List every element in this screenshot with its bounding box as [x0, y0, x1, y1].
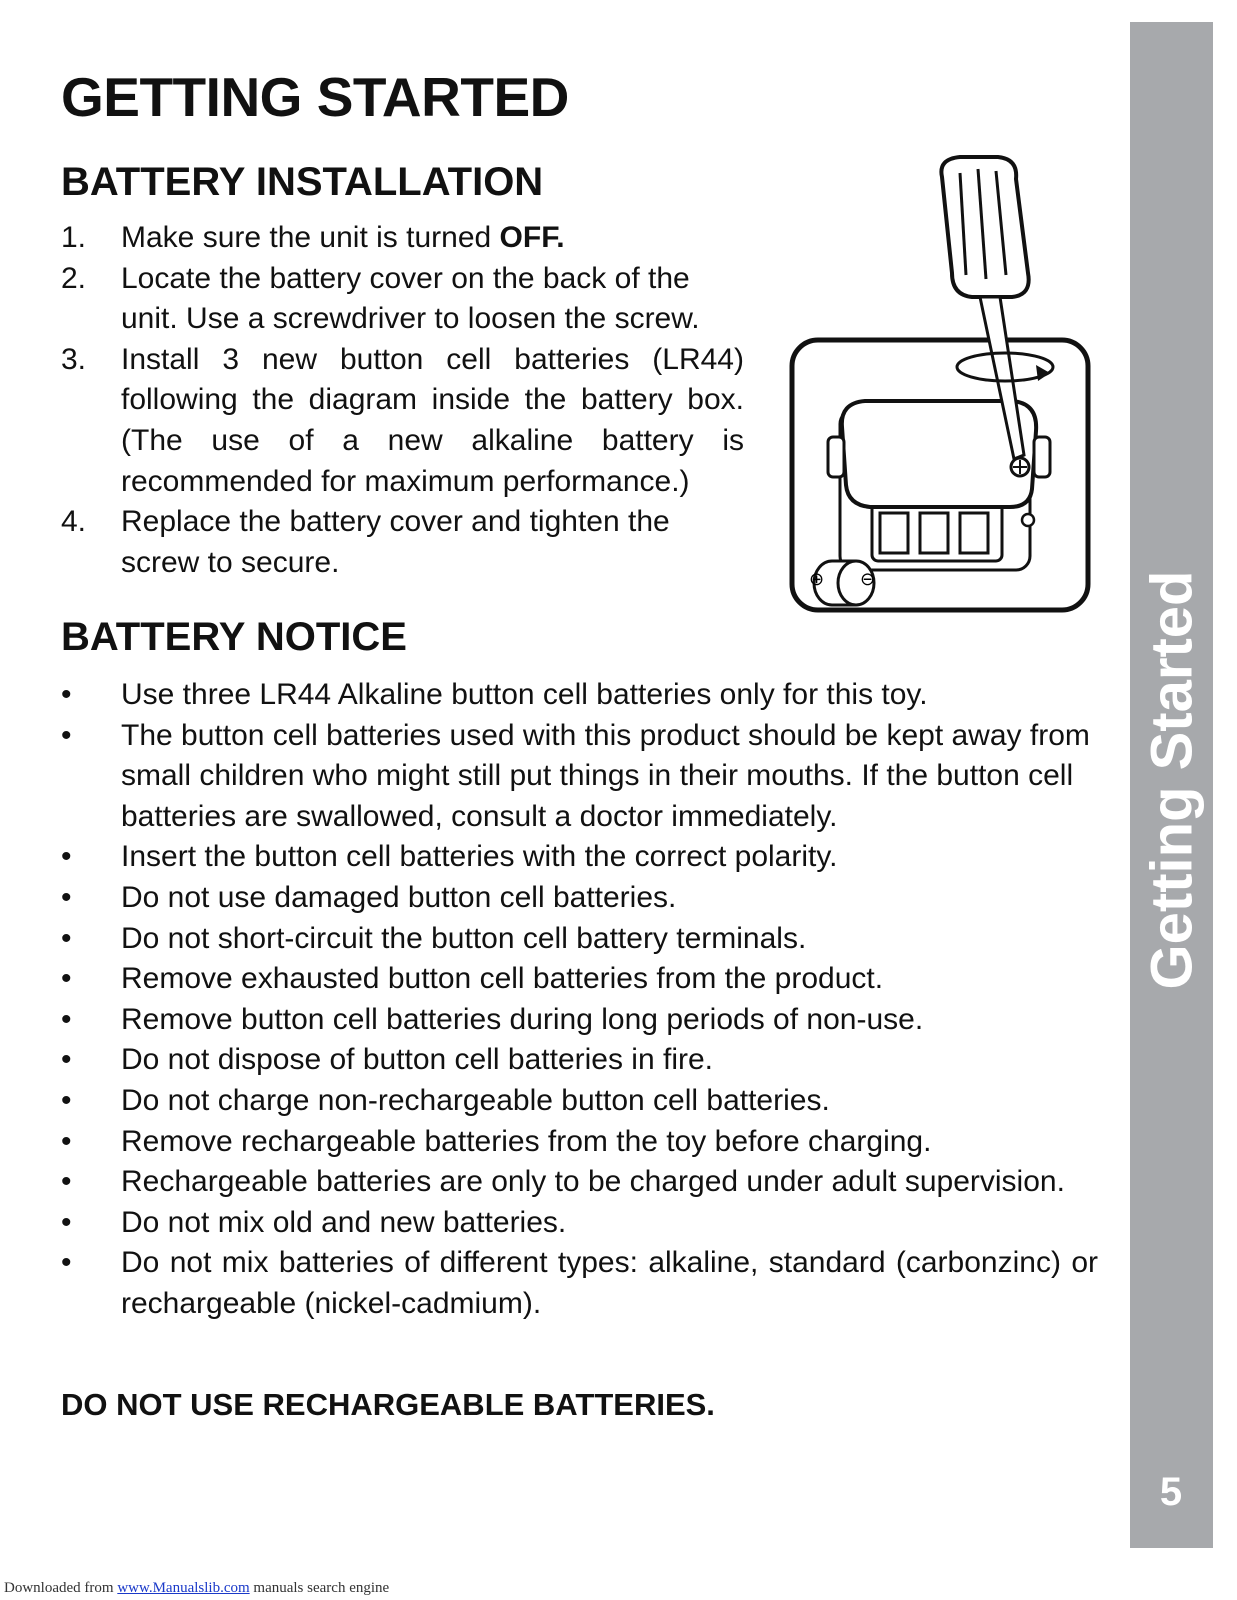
notice-text: Do not dispose of button cell batteries in fire.	[121, 1043, 714, 1077]
step-number: 3.	[61, 342, 87, 376]
manualslib-link[interactable]: www.Manualslib.com	[117, 1580, 250, 1596]
notice-text: Rechargeable batteries are only to be charged under adult supervision.	[121, 1165, 1065, 1199]
notice-item	[61, 1081, 1098, 1122]
step-text: Make sure the unit is turned	[121, 221, 500, 254]
page-title: GETTING STARTED	[61, 66, 569, 128]
step-number: 4.	[61, 505, 87, 539]
notice-text: The button cell batteries used with this product should be kept away from small children who might still put things in their mouths. If the button cell batteries are swallowed, consult a doctor immediately.	[121, 718, 1090, 833]
notice-item	[61, 959, 1098, 1000]
notice-item	[61, 716, 1098, 838]
bullet: •	[61, 718, 72, 752]
step-emphasis: OFF.	[499, 221, 565, 254]
footer	[4, 1580, 389, 1597]
notice-item	[61, 1122, 1098, 1163]
notice-text: Remove rechargeable batteries from the toy before charging.	[121, 1124, 932, 1158]
bullet: •	[61, 1083, 72, 1117]
bullet: •	[61, 1002, 72, 1036]
battery-notice-heading: BATTERY NOTICE	[61, 615, 407, 659]
bullet: •	[61, 840, 72, 874]
bullet: •	[61, 1043, 72, 1077]
footer-suffix: manuals search engine	[249, 1580, 390, 1596]
notice-item	[61, 878, 1098, 919]
step-text: Replace the battery cover and tighten the screw to secure.	[121, 505, 670, 579]
installation-steps-list	[61, 218, 744, 583]
notice-text: Insert the button cell batteries with the correct polarity.	[121, 840, 838, 874]
bullet: •	[61, 1246, 72, 1280]
notice-item	[61, 1000, 1098, 1041]
step-text: Install 3 new button cell batteries (LR44) following the diagram inside the battery box. (The use of a new alkaline battery is recommended for maximum performance.)	[121, 342, 744, 498]
bullet: •	[61, 921, 72, 955]
step-text: Locate the battery cover on the back of the unit. Use a screwdriver to loosen the screw.	[121, 261, 700, 336]
notice-text: Do not charge non-rechargeable button cell batteries.	[121, 1083, 830, 1117]
notice-text: Use three LR44 Alkaline button cell batteries only for this toy.	[121, 678, 928, 711]
notice-text: Do not short-circuit the button cell battery terminals.	[121, 921, 807, 955]
installation-step	[61, 259, 744, 340]
notice-item	[61, 919, 1098, 960]
notice-item	[61, 1040, 1098, 1081]
minus-symbol: ⊖	[860, 569, 876, 590]
notice-text: Remove exhausted button cell batteries from the product.	[121, 962, 884, 996]
notice-item	[61, 675, 1098, 716]
battery-notice-list	[61, 675, 1098, 1325]
step-number: 1.	[61, 221, 87, 254]
screwdriver-battery-compartment-illustration	[780, 155, 1100, 625]
bullet: •	[61, 678, 72, 711]
installation-step	[61, 218, 744, 259]
battery-installation-heading: BATTERY INSTALLATION	[61, 160, 544, 204]
rechargeable-warning: DO NOT USE RECHARGEABLE BATTERIES.	[61, 1387, 715, 1422]
notice-text: Do not mix batteries of different types: alkaline, standard (carbonzinc) or rechargeable (nickel-cadmium).	[121, 1246, 1098, 1320]
notice-item	[61, 1243, 1098, 1324]
side-tab-label: Getting Started	[1139, 570, 1205, 990]
notice-text: Remove button cell batteries during long periods of non-use.	[121, 1002, 924, 1036]
notice-text: Do not use damaged button cell batteries.	[121, 880, 677, 914]
plus-symbol: ⊕	[809, 569, 825, 590]
bullet: •	[61, 880, 72, 914]
page-number: 5	[1159, 1470, 1183, 1514]
notice-item	[61, 837, 1098, 878]
bullet: •	[61, 1165, 72, 1199]
bullet: •	[61, 1124, 72, 1158]
notice-text: Do not mix old and new batteries.	[121, 1205, 567, 1239]
step-number: 2.	[61, 261, 87, 295]
notice-item	[61, 1162, 1098, 1203]
bullet: •	[61, 962, 72, 996]
installation-step	[61, 340, 744, 502]
bullet: •	[61, 1205, 72, 1239]
installation-step	[61, 502, 744, 583]
footer-prefix: Downloaded from	[4, 1580, 118, 1596]
notice-item	[61, 1203, 1098, 1244]
